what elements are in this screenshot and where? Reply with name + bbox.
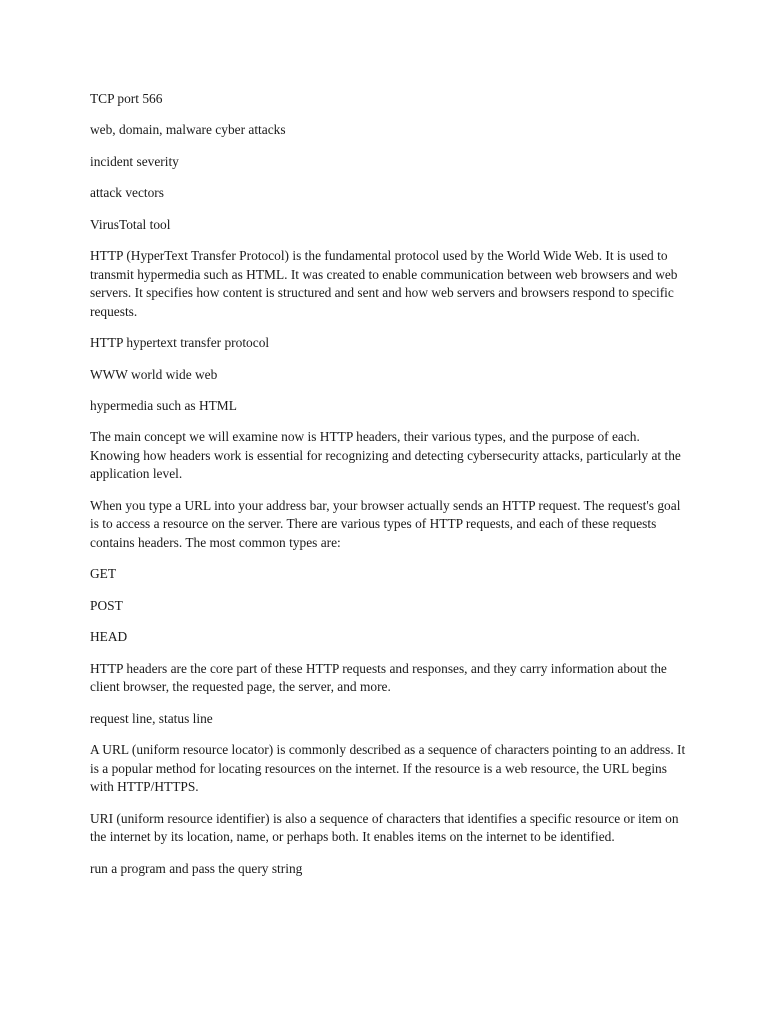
paragraph-http-headers-core: HTTP headers are the core part of these HTTP requests and responses, and they carry information about the client browser, the requested page, the server, and more. [90,660,667,695]
note-tcp-port: TCP port 566 [90,91,163,106]
note-virustotal: VirusTotal tool [90,216,171,232]
note-query-string: run a program and pass the query string [90,860,303,876]
note-hypermedia: hypermedia such as HTML [90,397,237,413]
note-www-acronym: WWW world wide web [90,366,218,382]
list-item-post: POST [90,597,123,613]
note-http-acronym: HTTP hypertext transfer protocol [90,335,270,351]
note-incident-severity: incident severity [90,153,179,169]
paragraph-http-request: When you type a URL into your address bar, your browser actually sends an HTTP request. The request's goal is to access a resource on the server. There are various types of HTTP requests, and each of these requests contains headers. The most common types are: [90,497,681,551]
paragraph-uri: URI (uniform resource identifier) is also a sequence of characters that identifies a specific resource or item on the internet by its location, name, or perhaps both. It enables items on the internet to be identified. [90,810,679,845]
note-cyber-attacks: web, domain, malware cyber attacks [90,122,286,138]
paragraph-http-headers-concept: The main concept we will examine now is HTTP headers, their various types, and the purpose of each. Knowing how headers work is essential for recognizing and detecting cybersecurity attacks, particularly at the application level. [90,429,681,482]
note-attack-vectors: attack vectors [90,185,164,201]
paragraph-url: A URL (uniform resource locator) is commonly described as a sequence of characters pointing to an address. It is a popular method for locating resources on the internet. If the resource is a web resource, the URL begins with HTTP/HTTPS. [90,742,686,795]
list-item-head: HEAD [90,629,128,645]
list-item-get: GET [90,566,117,582]
paragraph-http-intro: HTTP (HyperText Transfer Protocol) is the fundamental protocol used by the World Wide Web. It is used to transmit hypermedia such as HTML. It was created to enable communication between web browsers and web servers. It specifies how content is structured and sent and how web servers and browsers respond to specific requests. [90,247,678,319]
document-page [90,90,690,891]
note-request-status-line: request line, status line [90,710,213,726]
